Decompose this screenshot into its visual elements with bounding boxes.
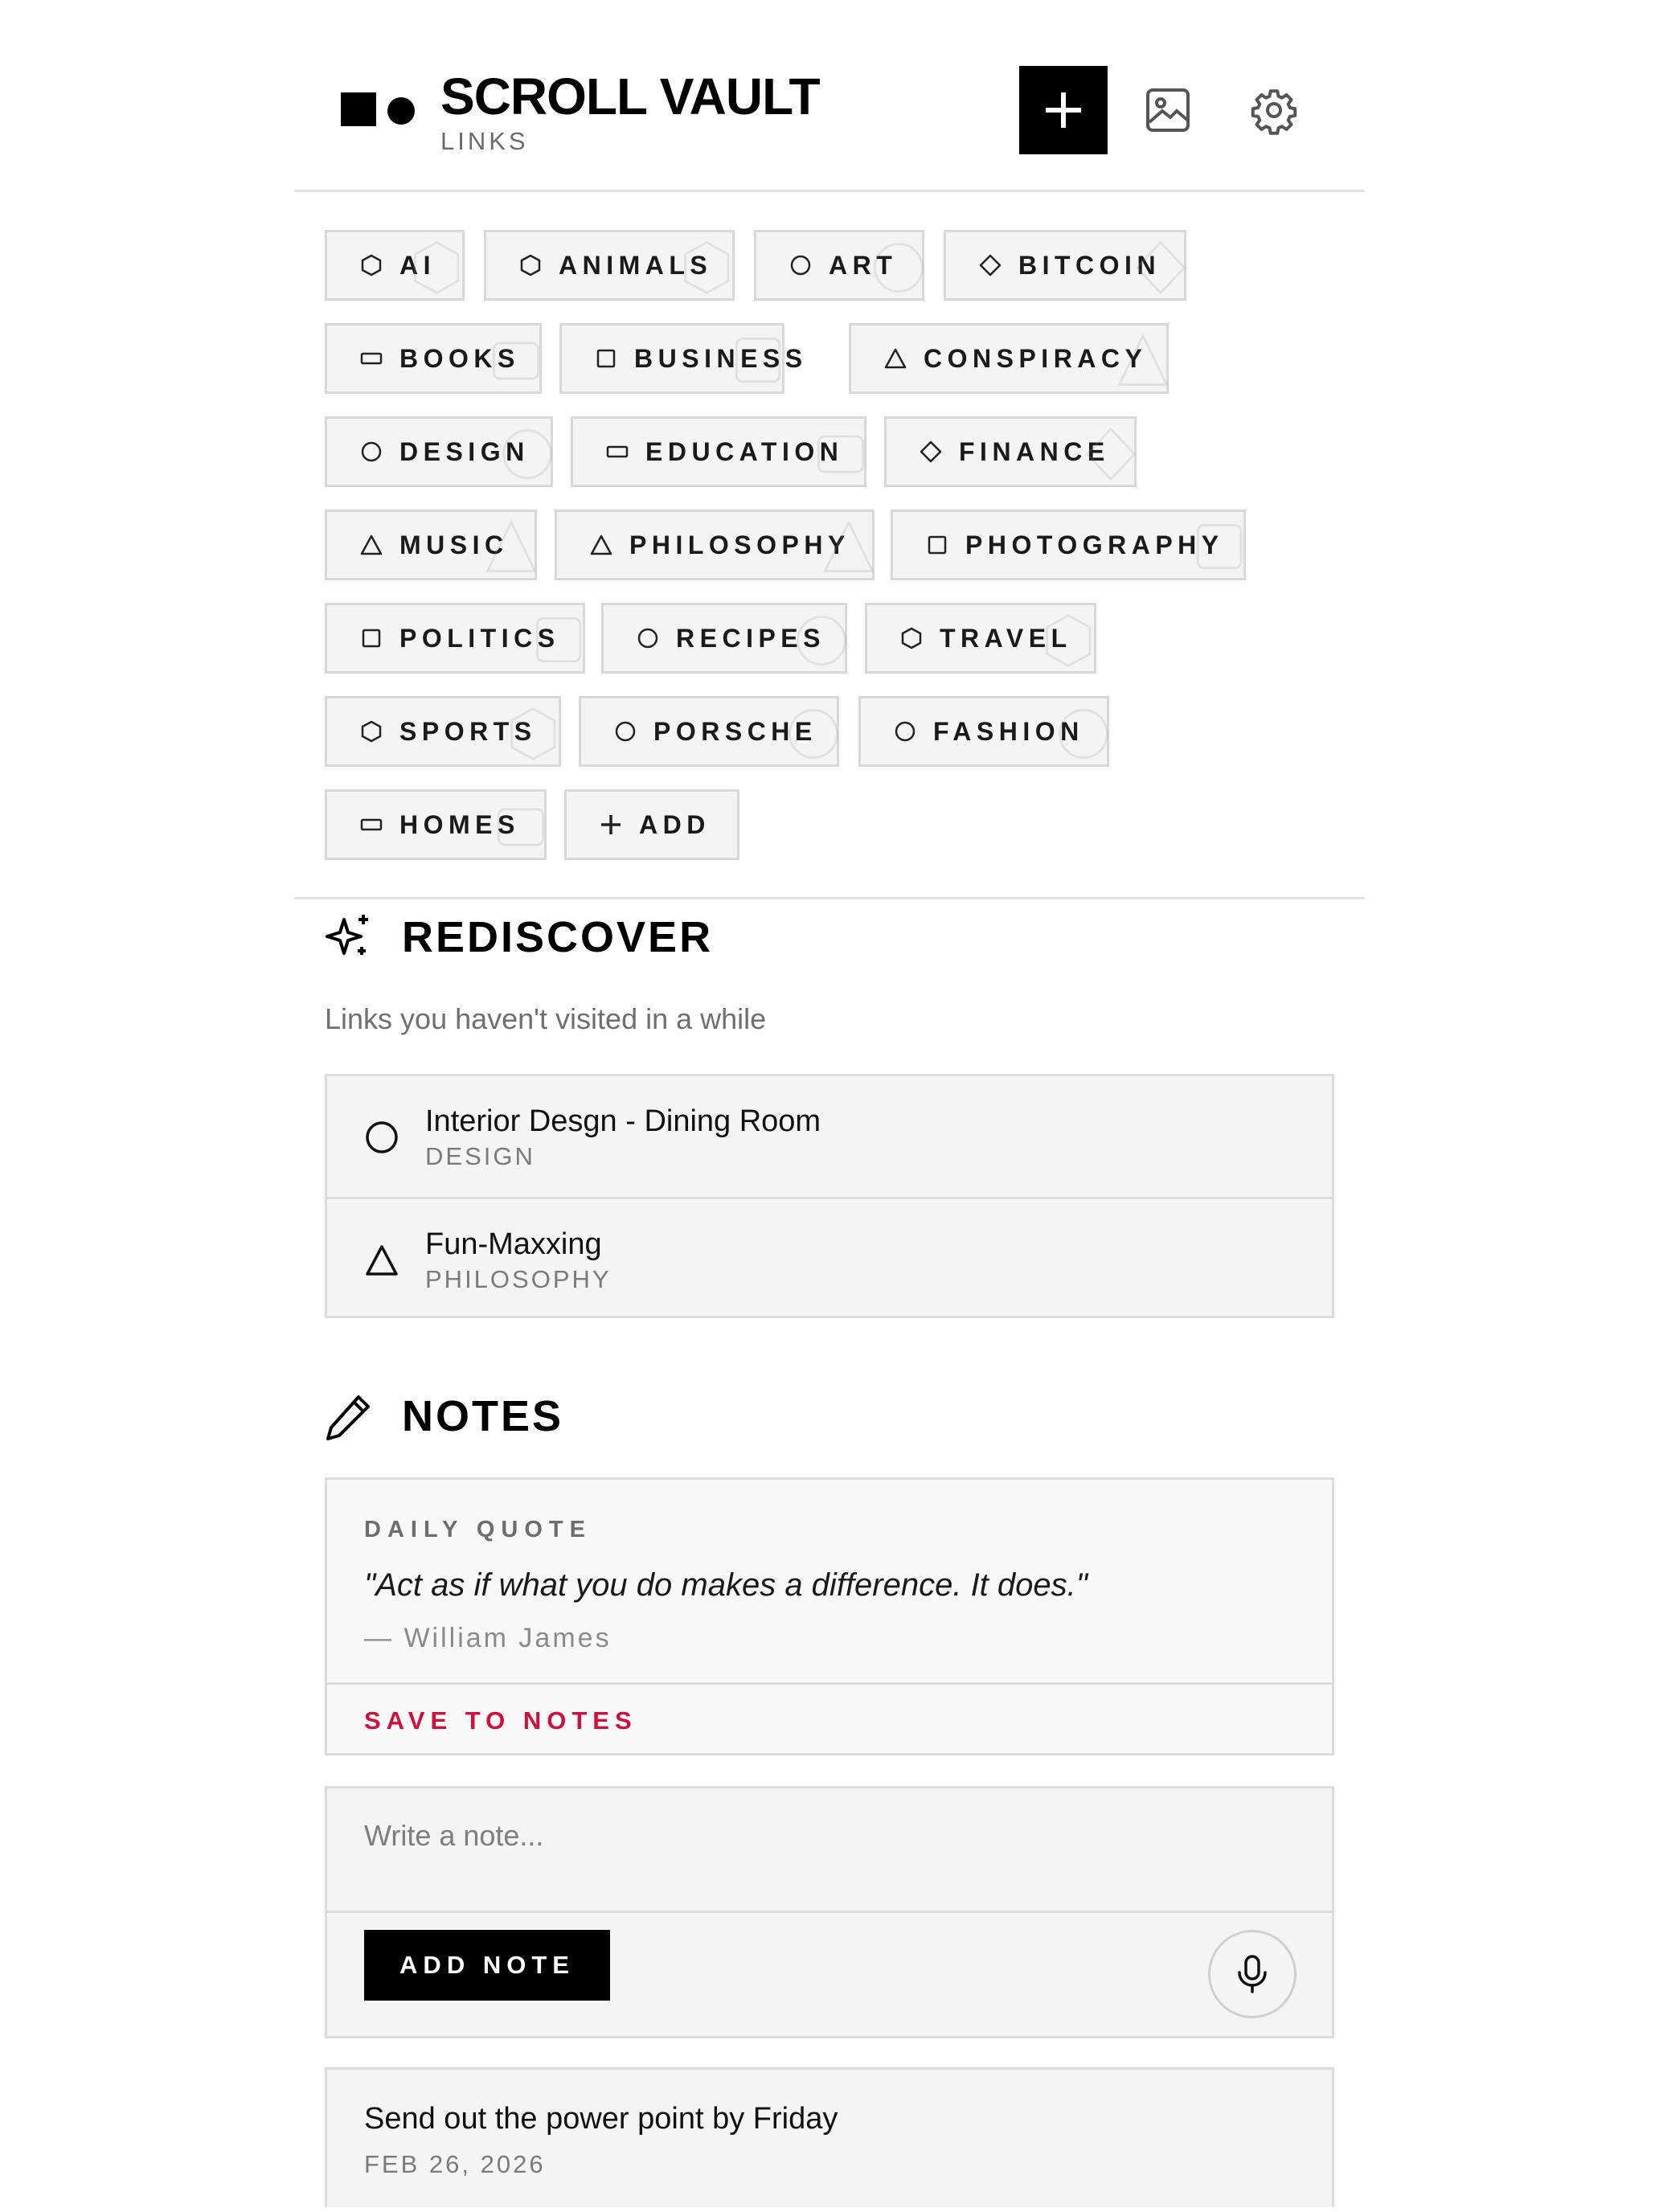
saved-note[interactable]	[325, 2067, 1334, 2207]
tag-chip[interactable]	[325, 510, 537, 580]
tag-chip[interactable]	[484, 230, 735, 301]
rediscover-list	[325, 1074, 1334, 1318]
circle-icon	[789, 253, 813, 277]
hexagon-icon	[359, 253, 383, 277]
tag-label: HOMES	[399, 809, 520, 839]
tag-chip[interactable]	[849, 323, 1169, 394]
voice-note-button[interactable]	[1208, 1930, 1296, 2018]
plus-icon	[1043, 90, 1083, 130]
tag-label: RECIPES	[676, 623, 825, 653]
decorative-shape	[483, 517, 539, 578]
list-item-title: Interior Desgn - Dining Room	[425, 1104, 821, 1138]
microphone-icon	[1235, 1953, 1270, 1995]
quote-text: "Act as if what you do makes a difference. It does."	[364, 1567, 1088, 1603]
tag-chip[interactable]	[754, 230, 924, 301]
tag-chip[interactable]	[325, 696, 561, 767]
saved-note-date: FEB 26, 2026	[364, 2150, 546, 2178]
list-item-category: PHILOSOPHY	[425, 1265, 612, 1293]
tag-chip[interactable]	[579, 696, 839, 767]
add-note-button[interactable]: ADD NOTE	[364, 1930, 610, 2001]
decorative-shape	[1133, 237, 1189, 298]
square-icon	[594, 346, 618, 371]
decorative-shape	[531, 610, 588, 671]
notes-title: NOTES	[402, 1392, 564, 1440]
settings-button[interactable]	[1244, 80, 1304, 140]
app-logo	[341, 92, 415, 131]
list-item[interactable]	[327, 1076, 1332, 1197]
hexagon-icon	[518, 253, 543, 277]
diamond-icon	[919, 440, 943, 464]
list-item-category: DESIGN	[425, 1142, 535, 1170]
circle-icon	[364, 1120, 399, 1155]
decorative-shape	[507, 703, 563, 764]
rediscover-subtitle: Links you haven't visited in a while	[325, 1002, 767, 1035]
rectangle-icon	[359, 346, 383, 371]
list-item-title: Fun-Maxxing	[425, 1227, 602, 1261]
tag-label: FASHION	[933, 716, 1084, 746]
image-icon	[1145, 87, 1191, 133]
tag-label: DESIGN	[399, 436, 530, 466]
logo-dot	[387, 97, 415, 125]
save-to-notes-button[interactable]: SAVE TO NOTES	[364, 1706, 637, 1735]
tag-chip[interactable]	[571, 416, 866, 487]
tag-chip[interactable]	[325, 416, 553, 487]
note-divider	[327, 1911, 1332, 1913]
saved-note-text: Send out the power point by Friday	[364, 2102, 838, 2136]
hexagon-icon	[359, 719, 383, 743]
decorative-shape	[411, 237, 467, 298]
tag-label: FINANCE	[959, 436, 1110, 466]
tag-label: PORSCHE	[653, 716, 817, 746]
note-input[interactable]	[327, 1788, 1332, 1911]
tag-label: EDUCATION	[645, 436, 844, 466]
tags-divider	[294, 897, 1365, 899]
tag-chip[interactable]	[325, 230, 465, 301]
circle-icon	[359, 440, 383, 464]
decorative-shape	[1043, 610, 1099, 671]
triangle-icon	[589, 533, 613, 557]
decorative-shape	[1192, 517, 1248, 578]
pencil-icon	[325, 1392, 373, 1442]
tag-chip[interactable]	[325, 789, 547, 860]
triangle-icon	[359, 533, 383, 557]
tag-chip[interactable]	[325, 603, 585, 674]
tag-chip[interactable]	[858, 696, 1109, 767]
decorative-shape	[1115, 330, 1171, 391]
tag-label: MUSIC	[399, 530, 509, 559]
image-button[interactable]	[1140, 82, 1196, 138]
tag-label: SPORTS	[399, 716, 537, 746]
tag-label: ART	[829, 250, 898, 280]
decorative-shape	[731, 330, 787, 391]
plus-icon	[599, 813, 623, 837]
logo-square	[341, 92, 376, 126]
diamond-icon	[978, 253, 1002, 277]
list-item[interactable]	[327, 1199, 1332, 1320]
decorative-shape	[1083, 424, 1139, 485]
decorative-shape	[793, 610, 850, 671]
quote-divider	[327, 1682, 1332, 1685]
tag-label: PHILOSOPHY	[629, 530, 850, 559]
quote-author: — William James	[364, 1623, 612, 1653]
add-tag-button[interactable]	[564, 789, 739, 860]
tag-label: ANIMALS	[559, 250, 713, 280]
triangle-icon	[883, 346, 907, 371]
header-divider	[294, 190, 1365, 192]
triangle-icon	[364, 1243, 399, 1278]
rectangle-icon	[605, 440, 629, 464]
decorative-shape	[821, 517, 877, 578]
square-icon	[925, 533, 949, 557]
sparkle-icon	[325, 911, 375, 961]
rediscover-title: REDISCOVER	[402, 913, 714, 961]
decorative-shape	[681, 237, 737, 298]
decorative-shape	[813, 424, 869, 485]
tag-chip[interactable]	[555, 510, 875, 580]
tag-label: CONSPIRACY	[924, 343, 1148, 373]
tag-label: TRAVEL	[940, 623, 1072, 653]
hexagon-icon	[899, 626, 924, 650]
tag-chip[interactable]	[601, 603, 847, 674]
decorative-shape	[499, 424, 555, 485]
tag-label: BITCOIN	[1018, 250, 1161, 280]
tag-label: ADD	[639, 809, 711, 839]
tag-chip[interactable]	[884, 416, 1137, 487]
tag-chip[interactable]	[559, 323, 808, 394]
square-icon	[359, 626, 383, 650]
tag-chip[interactable]	[944, 230, 1186, 301]
decorative-shape	[488, 330, 544, 391]
tag-label: AI	[399, 250, 436, 280]
circle-icon	[893, 719, 917, 743]
circle-icon	[636, 626, 660, 650]
rectangle-icon	[359, 813, 383, 837]
quote-label: DAILY QUOTE	[364, 1517, 592, 1542]
add-link-button[interactable]	[1019, 66, 1108, 154]
tag-label: BUSINESS	[634, 343, 808, 373]
tag-label: PHOTOGRAPHY	[965, 530, 1224, 559]
note-composer	[325, 1786, 1334, 2038]
circle-icon	[613, 719, 637, 743]
gear-icon	[1250, 86, 1298, 134]
daily-quote-card	[325, 1477, 1334, 1755]
tag-chip[interactable]	[325, 323, 542, 394]
app-subtitle: LINKS	[440, 127, 529, 155]
tag-label: POLITICS	[399, 623, 560, 653]
app-title: SCROLL VAULT	[440, 68, 820, 125]
tag-chip[interactable]	[891, 510, 1246, 580]
tag-label: BOOKS	[399, 343, 520, 373]
decorative-shape	[1055, 703, 1112, 764]
tag-chip[interactable]	[865, 603, 1096, 674]
decorative-shape	[870, 237, 927, 298]
decorative-shape	[493, 797, 549, 858]
decorative-shape	[785, 703, 842, 764]
